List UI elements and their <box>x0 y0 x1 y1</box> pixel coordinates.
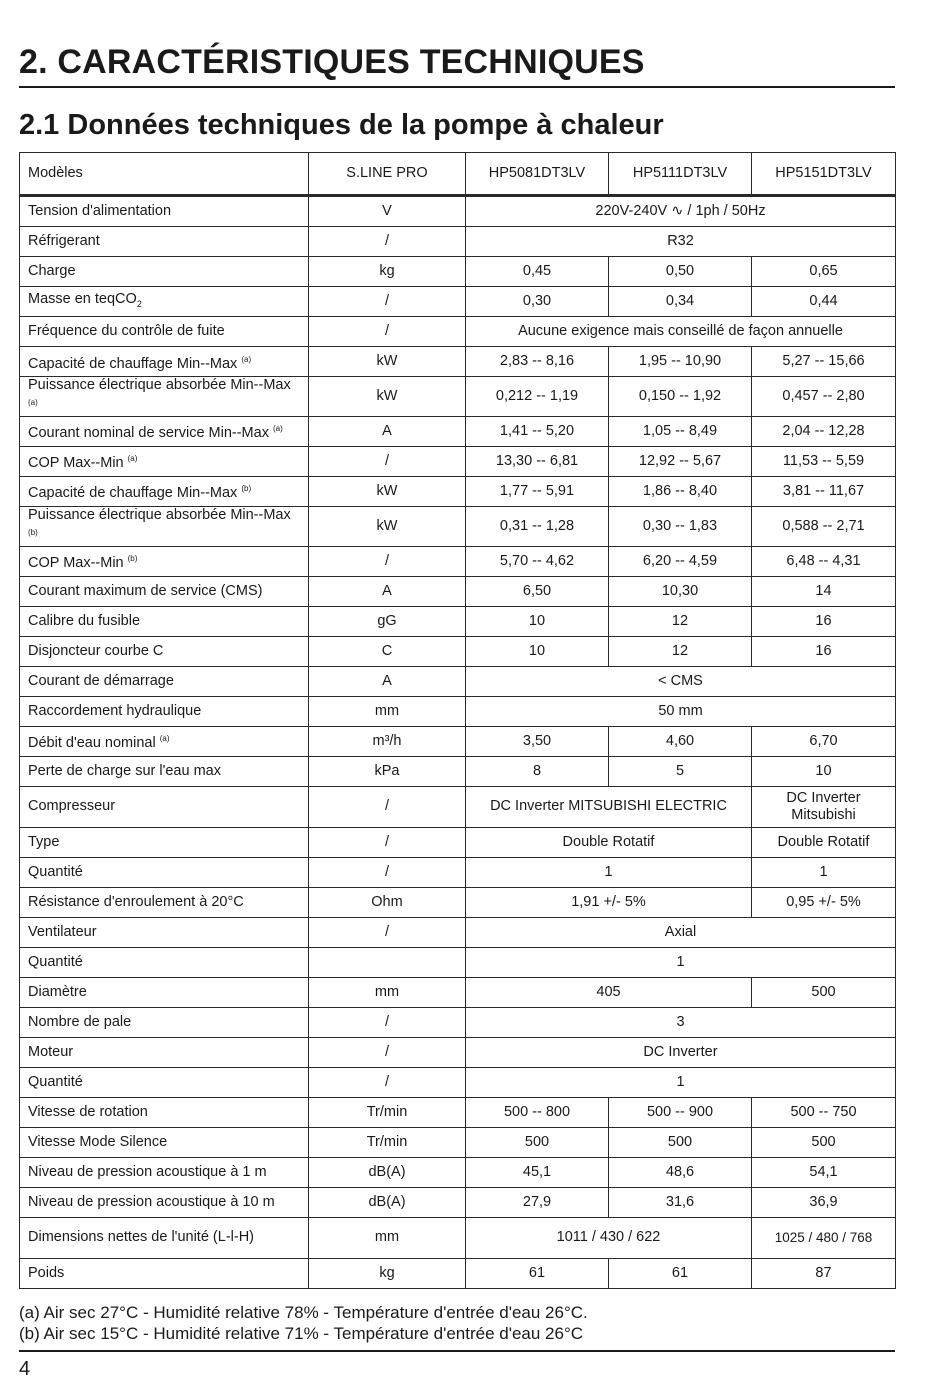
row-unit: / <box>309 317 466 347</box>
value-cell: Double Rotatif <box>466 827 752 857</box>
value-cell: 10 <box>466 636 609 666</box>
row-label <box>20 756 309 786</box>
table-row <box>20 257 896 287</box>
value-cell: 13,30 -- 6,81 <box>466 446 609 476</box>
row-unit: kW <box>309 506 466 546</box>
value-cell: 500 <box>466 1127 609 1157</box>
row-label-text: Débit d'eau nominal <box>28 735 156 752</box>
table-row <box>20 1187 896 1217</box>
value-cell: 1 <box>466 857 752 887</box>
value-cell: 61 <box>466 1258 609 1288</box>
row-label <box>20 546 309 576</box>
value-cell: 405 <box>466 977 752 1007</box>
row-unit: mm <box>309 696 466 726</box>
value-cell: 500 -- 900 <box>609 1097 752 1127</box>
row-unit: kg <box>309 1258 466 1288</box>
value-cell: 0,65 <box>752 257 896 287</box>
table-row <box>20 1157 896 1187</box>
table-row <box>20 977 896 1007</box>
value-cell: 0,31 -- 1,28 <box>466 506 609 546</box>
value-cell: 10 <box>752 756 896 786</box>
row-unit <box>309 947 466 977</box>
row-label <box>20 416 309 446</box>
value-cell: 0,30 -- 1,83 <box>609 506 752 546</box>
table-row <box>20 476 896 506</box>
value-cell: 0,50 <box>609 257 752 287</box>
row-unit: / <box>309 917 466 947</box>
row-unit: / <box>309 786 466 827</box>
table-row <box>20 827 896 857</box>
value-cell: 6,48 -- 4,31 <box>752 546 896 576</box>
page-number: 4 <box>19 1358 31 1380</box>
row-label <box>20 506 309 546</box>
value-cell: DC Inverter Mitsubishi <box>752 786 896 827</box>
row-label-text: Dimensions nettes de l'unité (L-l-H) <box>28 1229 254 1246</box>
footnote-marker: (a) <box>272 424 283 434</box>
row-unit: / <box>309 1067 466 1097</box>
table-row <box>20 347 896 377</box>
row-unit: kW <box>309 377 466 417</box>
row-label <box>20 1037 309 1067</box>
spec-table <box>19 152 896 1289</box>
value-cell: 1 <box>752 857 896 887</box>
table-row <box>20 546 896 576</box>
row-label <box>20 1097 309 1127</box>
table-row <box>20 1258 896 1288</box>
value-cell: 1,95 -- 10,90 <box>609 347 752 377</box>
row-unit: dB(A) <box>309 1157 466 1187</box>
value-cell: 10 <box>466 606 609 636</box>
row-label <box>20 636 309 666</box>
footnote-marker: (a) <box>28 398 38 407</box>
row-unit: / <box>309 857 466 887</box>
row-label-text: Résistance d'enroulement à 20°C <box>28 893 244 910</box>
value-cell: 2,83 -- 8,16 <box>466 347 609 377</box>
row-label-text: Poids <box>28 1264 65 1281</box>
value-cell: 10,30 <box>609 576 752 606</box>
row-label-text: Quantité <box>28 1073 83 1090</box>
table-row <box>20 377 896 417</box>
value-cell: DC Inverter MITSUBISHI ELECTRIC <box>466 786 752 827</box>
value-cell: 27,9 <box>466 1187 609 1217</box>
row-label <box>20 726 309 756</box>
row-unit: mm <box>309 1217 466 1258</box>
row-label-text: Charge <box>28 263 76 279</box>
table-row <box>20 1067 896 1097</box>
value-cell: 500 <box>752 1127 896 1157</box>
row-label <box>20 317 309 347</box>
value-cell: 0,34 <box>609 287 752 317</box>
footnote-b: (b) Air sec 15°C - Humidité relative 71% - Température d'entrée d'eau 26°C <box>19 1324 584 1343</box>
value-cell: 1025 / 480 / 768 <box>752 1217 896 1258</box>
table-row <box>20 696 896 726</box>
value-cell: 12 <box>609 636 752 666</box>
table-row <box>20 756 896 786</box>
footnote-marker: (a) <box>241 354 252 364</box>
row-label <box>20 347 309 377</box>
row-label-text: Courant de démarrage <box>28 672 174 689</box>
row-label <box>20 947 309 977</box>
row-label-text: Réfrigerant <box>28 233 100 249</box>
row-label-text: Diamètre <box>28 983 87 1000</box>
value-cell: 4,60 <box>609 726 752 756</box>
row-label-text: Tension d'alimentation <box>28 203 172 219</box>
value-cell: R32 <box>466 227 896 257</box>
value-cell: 87 <box>752 1258 896 1288</box>
value-cell: 0,588 -- 2,71 <box>752 506 896 546</box>
value-cell: 500 <box>752 977 896 1007</box>
footnote-marker: (b) <box>127 554 138 564</box>
value-cell: 0,44 <box>752 287 896 317</box>
row-label-text: Puissance électrique absorbée Min--Max <box>28 377 291 393</box>
footnotes <box>19 1302 895 1344</box>
row-unit: A <box>309 576 466 606</box>
row-label-text: Perte de charge sur l'eau max <box>28 762 221 779</box>
table-row <box>20 917 896 947</box>
row-label-text: Capacité de chauffage Min--Max <box>28 355 238 372</box>
row-unit: mm <box>309 977 466 1007</box>
row-label <box>20 377 309 417</box>
row-label-text: Nombre de pale <box>28 1013 132 1030</box>
section-heading: 2. CARACTÉRISTIQUES TECHNIQUES <box>19 42 895 88</box>
table-row <box>20 1007 896 1037</box>
footnote-marker: (b) <box>28 527 38 537</box>
value-cell: 5 <box>609 756 752 786</box>
table-row <box>20 606 896 636</box>
footer-rule <box>19 1350 895 1352</box>
value-cell: 48,6 <box>609 1157 752 1187</box>
row-label <box>20 227 309 257</box>
value-cell: 500 -- 800 <box>466 1097 609 1127</box>
table-row <box>20 666 896 696</box>
value-cell: 1,41 -- 5,20 <box>466 416 609 446</box>
row-label <box>20 666 309 696</box>
row-label-text: Raccordement hydraulique <box>28 702 202 719</box>
value-cell: 61 <box>609 1258 752 1288</box>
value-cell: Aucune exigence mais conseillé de façon annuelle <box>466 317 896 347</box>
row-label-text: Fréquence du contrôle de fuite <box>28 323 225 339</box>
row-label-text: Courant maximum de service (CMS) <box>28 582 263 599</box>
value-cell: 220V-240V ∿ / 1ph / 50Hz <box>466 196 896 227</box>
row-label <box>20 827 309 857</box>
table-row <box>20 726 896 756</box>
value-cell: 1,77 -- 5,91 <box>466 476 609 506</box>
row-label <box>20 917 309 947</box>
row-unit: / <box>309 1037 466 1067</box>
value-cell: 0,30 <box>466 287 609 317</box>
value-cell: 5,27 -- 15,66 <box>752 347 896 377</box>
table-row <box>20 416 896 446</box>
row-unit: Tr/min <box>309 1097 466 1127</box>
row-label <box>20 857 309 887</box>
row-label <box>20 696 309 726</box>
row-unit: m³/h <box>309 726 466 756</box>
row-label <box>20 1187 309 1217</box>
row-label-subscript: 2 <box>136 298 142 309</box>
table-row <box>20 1097 896 1127</box>
table-row <box>20 196 896 227</box>
value-cell: 6,70 <box>752 726 896 756</box>
row-unit: / <box>309 227 466 257</box>
table-row <box>20 227 896 257</box>
footnote-marker: (b) <box>241 484 252 494</box>
value-cell: 54,1 <box>752 1157 896 1187</box>
row-label-text: Type <box>28 833 60 850</box>
row-label-text: Masse en teqCO <box>28 290 137 307</box>
table-row <box>20 887 896 917</box>
row-label-text: Quantité <box>28 863 83 880</box>
value-cell: 1011 / 430 / 622 <box>466 1217 752 1258</box>
header-cell-model-2: HP5111DT3LV <box>609 153 752 196</box>
row-label <box>20 1217 309 1258</box>
row-label <box>20 196 309 227</box>
row-label-text: Ventilateur <box>28 923 97 940</box>
table-row <box>20 317 896 347</box>
row-label <box>20 887 309 917</box>
footnote-marker: (a) <box>127 454 138 464</box>
table-row <box>20 446 896 476</box>
value-cell: < CMS <box>466 666 896 696</box>
row-label-text: COP Max--Min <box>28 555 124 572</box>
row-label-text: Compresseur <box>28 798 116 815</box>
value-cell: 14 <box>752 576 896 606</box>
row-label <box>20 977 309 1007</box>
row-label <box>20 1258 309 1288</box>
value-cell: 31,6 <box>609 1187 752 1217</box>
table-row <box>20 1037 896 1067</box>
value-cell: 0,95 +/- 5% <box>752 887 896 917</box>
value-cell: 12,92 -- 5,67 <box>609 446 752 476</box>
footnote-a: (a) Air sec 27°C - Humidité relative 78% - Température d'entrée d'eau 26°C. <box>19 1303 588 1322</box>
row-label <box>20 446 309 476</box>
table-row <box>20 786 896 827</box>
row-label-text: Calibre du fusible <box>28 612 141 629</box>
value-cell: 6,20 -- 4,59 <box>609 546 752 576</box>
value-cell: 12 <box>609 606 752 636</box>
row-label <box>20 1067 309 1097</box>
row-label-text: Moteur <box>28 1043 74 1060</box>
table-row <box>20 947 896 977</box>
row-label <box>20 576 309 606</box>
value-cell: 2,04 -- 12,28 <box>752 416 896 446</box>
header-cell-model-1: HP5081DT3LV <box>466 153 609 196</box>
header-cell-range: S.LINE PRO <box>309 153 466 196</box>
table-row <box>20 287 896 317</box>
row-label <box>20 1157 309 1187</box>
row-unit: dB(A) <box>309 1187 466 1217</box>
row-unit: kW <box>309 476 466 506</box>
row-label <box>20 476 309 506</box>
row-unit: / <box>309 1007 466 1037</box>
row-unit: A <box>309 416 466 446</box>
header-cell-model-3: HP5151DT3LV <box>752 153 896 196</box>
table-header-row <box>20 153 896 196</box>
row-label <box>20 257 309 287</box>
value-cell: 1,05 -- 8,49 <box>609 416 752 446</box>
value-cell: DC Inverter <box>466 1037 896 1067</box>
value-cell: Axial <box>466 917 896 947</box>
value-cell: 1,86 -- 8,40 <box>609 476 752 506</box>
value-cell: 1,91 +/- 5% <box>466 887 752 917</box>
row-label-text: Vitesse de rotation <box>28 1103 148 1120</box>
value-cell: 50 mm <box>466 696 896 726</box>
row-unit: / <box>309 546 466 576</box>
row-label-text: Quantité <box>28 953 83 970</box>
row-unit: kPa <box>309 756 466 786</box>
row-label <box>20 786 309 827</box>
table-row <box>20 1127 896 1157</box>
value-cell: 3 <box>466 1007 896 1037</box>
table-row <box>20 857 896 887</box>
row-label <box>20 606 309 636</box>
value-cell: 5,70 -- 4,62 <box>466 546 609 576</box>
row-label-text: Capacité de chauffage Min--Max <box>28 485 238 502</box>
row-label-text: Niveau de pression acoustique à 10 m <box>28 1193 275 1210</box>
row-unit: / <box>309 446 466 476</box>
header-cell-models: Modèles <box>20 153 309 196</box>
table-row <box>20 1217 896 1258</box>
row-unit: V <box>309 196 466 227</box>
value-cell: 8 <box>466 756 609 786</box>
row-label-text: Vitesse Mode Silence <box>28 1133 168 1150</box>
row-unit: kW <box>309 347 466 377</box>
table-row <box>20 576 896 606</box>
row-unit: C <box>309 636 466 666</box>
value-cell: Double Rotatif <box>752 827 896 857</box>
value-cell: 6,50 <box>466 576 609 606</box>
value-cell: 3,81 -- 11,67 <box>752 476 896 506</box>
row-unit: / <box>309 287 466 317</box>
footnote-marker: (a) <box>159 734 170 744</box>
row-label <box>20 287 309 317</box>
value-cell: 16 <box>752 636 896 666</box>
value-cell: 0,150 -- 1,92 <box>609 377 752 417</box>
row-label <box>20 1127 309 1157</box>
row-label-text: Disjoncteur courbe C <box>28 642 164 659</box>
value-cell: 11,53 -- 5,59 <box>752 446 896 476</box>
row-label <box>20 1007 309 1037</box>
value-cell: 0,212 -- 1,19 <box>466 377 609 417</box>
row-label-text: COP Max--Min <box>28 455 124 472</box>
value-cell: 36,9 <box>752 1187 896 1217</box>
value-cell: 0,457 -- 2,80 <box>752 377 896 417</box>
value-cell: 16 <box>752 606 896 636</box>
row-unit: gG <box>309 606 466 636</box>
table-row <box>20 506 896 546</box>
row-unit: Ohm <box>309 887 466 917</box>
row-unit: A <box>309 666 466 696</box>
row-label-text: Niveau de pression acoustique à 1 m <box>28 1163 267 1180</box>
row-label-text: Puissance électrique absorbée Min--Max <box>28 506 291 523</box>
row-unit: Tr/min <box>309 1127 466 1157</box>
table-row <box>20 636 896 666</box>
value-cell: 0,45 <box>466 257 609 287</box>
value-cell: 45,1 <box>466 1157 609 1187</box>
subsection-heading: 2.1 Données techniques de la pompe à chaleur <box>19 109 664 141</box>
value-cell: 1 <box>466 947 896 977</box>
value-cell: 3,50 <box>466 726 609 756</box>
row-unit: kg <box>309 257 466 287</box>
value-cell: 1 <box>466 1067 896 1097</box>
value-cell: 500 -- 750 <box>752 1097 896 1127</box>
row-label-text: Courant nominal de service Min--Max <box>28 425 269 442</box>
value-cell: 500 <box>609 1127 752 1157</box>
spec-table-body <box>20 153 896 1289</box>
row-unit: / <box>309 827 466 857</box>
